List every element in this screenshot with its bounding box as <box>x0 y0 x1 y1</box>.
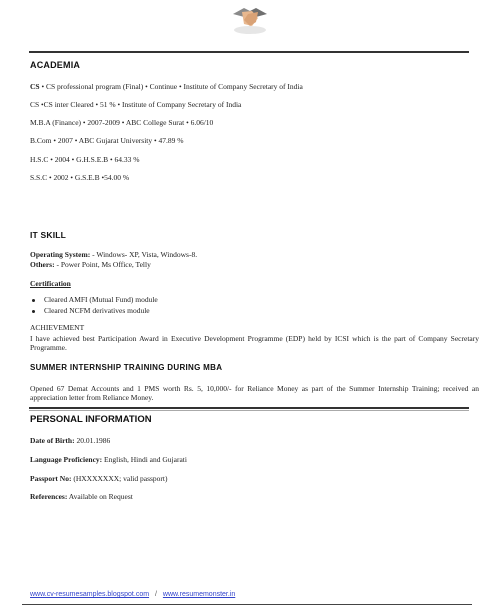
certification-item: Cleared AMFI (Mutual Fund) module <box>32 295 158 304</box>
academia-heading: ACADEMIA <box>30 60 81 70</box>
others-line: Others: - Power Point, Ms Office, Telly <box>30 260 151 269</box>
footer <box>30 591 235 598</box>
personal-info-heading: PERSONAL INFORMATION <box>30 414 152 425</box>
academia-line-bcom: B.Com • 2007 • ABC Gujarat University • 47.89 % <box>30 136 184 145</box>
certification-item: Cleared NCFM derivatives module <box>32 306 150 315</box>
internship-heading: SUMMER INTERNSHIP TRAINING DURING MBA <box>30 363 223 372</box>
internship-text: Opened 67 Demat Accounts and 1 PMS worth Rs. 5, 10,000/- for Reliance Money as part of the Summer Internship Training; received an appreciation letter from Reliance Money. <box>30 384 479 403</box>
footer-link-resumemonster[interactable]: www.resumemonster.in <box>162 591 236 598</box>
operating-system-line: Operating System: - Windows- XP, Vista, Windows-8. <box>30 250 198 259</box>
achievement-text: I have achieved best Participation Award in Executive Development Programme (EDP) held by ICSI which is the part of Company Secretary Programme. <box>30 334 479 353</box>
academia-line-cs-inter: CS •CS inter Cleared • 51 % • Institute of Company Secretary of India <box>30 100 242 109</box>
handshake-icon <box>230 2 270 36</box>
date-of-birth-line: Date of Birth: 20.01.1986 <box>30 436 111 445</box>
academia-line-mba: M.B.A (Finance) • 2007-2009 • ABC College Surat • 6.06/10 <box>30 118 214 127</box>
language-line: Language Proficiency: English, Hindi and Gujarati <box>30 455 187 464</box>
passport-line: Passport No: (HXXXXXXX; valid passport) <box>30 474 168 483</box>
footer-rule <box>22 604 472 605</box>
achievement-heading: ACHIEVEMENT <box>30 323 85 332</box>
footer-separator: / <box>155 591 157 598</box>
academia-line-cs-final: CS • CS professional program (Final) • Continue • Institute of Company Secretary of India <box>30 82 303 91</box>
it-skill-heading: IT SKILL <box>30 230 67 240</box>
academia-line-hsc: H.S.C • 2004 • G.H.S.E.B • 64.33 % <box>30 155 140 164</box>
top-rule <box>29 51 469 53</box>
footer-link-blogspot[interactable]: www.cv-resumesamples.blogspot.com <box>30 591 150 598</box>
certification-heading: Certification <box>30 279 71 288</box>
bullet-icon <box>32 310 35 313</box>
references-line: References: Available on Request <box>30 492 133 501</box>
bullet-icon <box>32 299 35 302</box>
personal-rule <box>29 407 469 411</box>
academia-line-ssc: S.S.C • 2002 • G.S.E.B •54.00 % <box>30 173 130 182</box>
